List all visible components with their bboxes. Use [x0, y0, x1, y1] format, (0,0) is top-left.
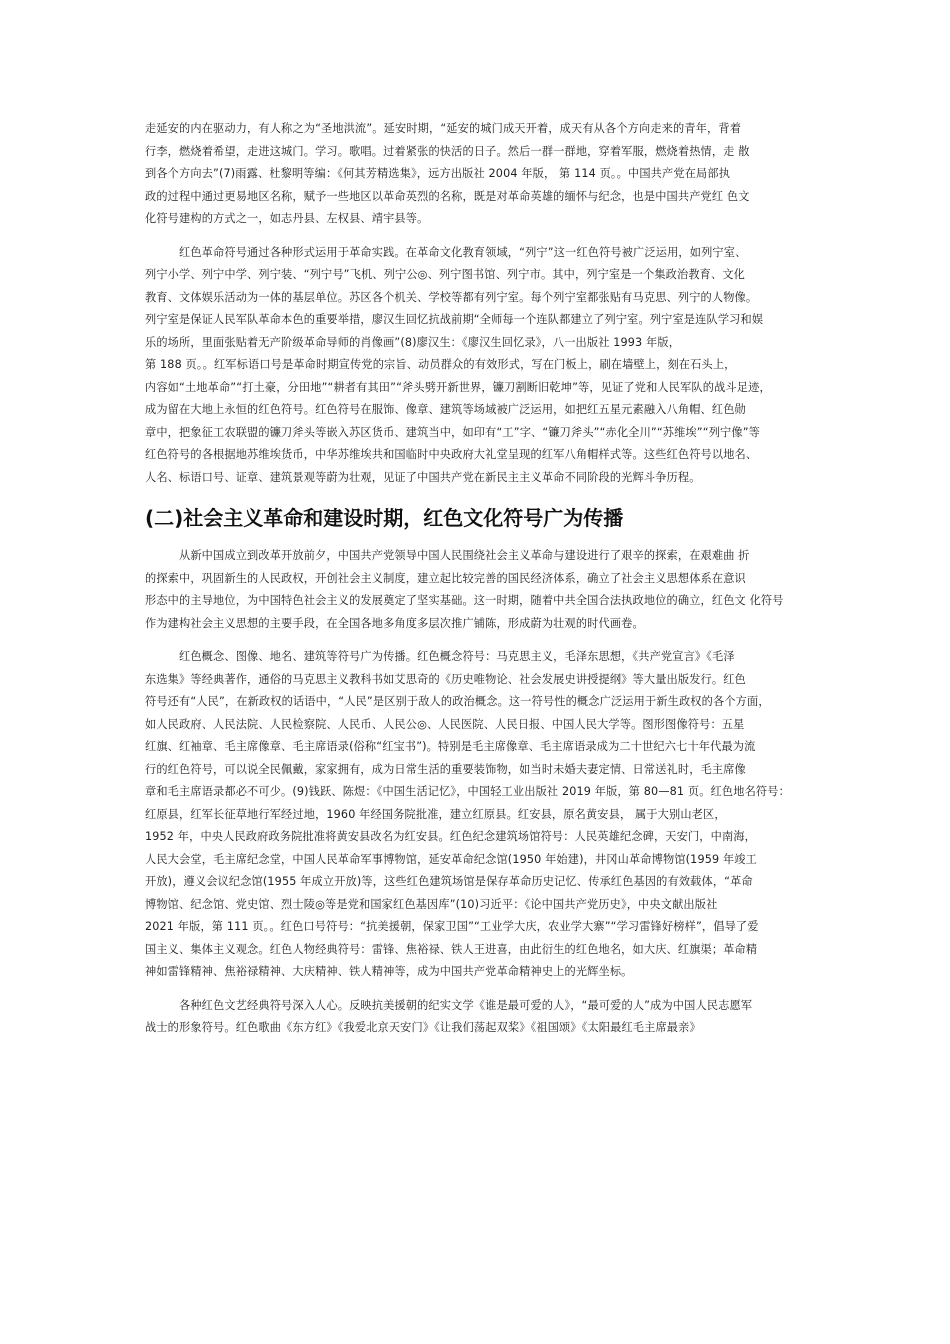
text-line: 成为留在大地上永恒的红色符号。红色符号在服饰、像章、建筑等场域被广泛运用，如把红五星元素融入八角帽、红色勋 [145, 403, 746, 416]
text-line: 2021 年版，第 111 页。。红色口号符号：“抗美援朝，保家卫国”“工业学大庆，农业学大寨”“学习雷锋好榜样”，倡导了爱 [145, 920, 759, 933]
text-line: 内容如“土地革命”“打土豪，分田地”“耕者有其田”“斧头劈开新世界，镰刀割断旧乾坤”等，见证了党和人民军队的战斗足迹， [145, 380, 771, 394]
paragraph-3 [145, 545, 805, 635]
paragraph-gap [145, 635, 805, 646]
text-line: 形态中的主导地位，为中国特色社会主义的发展奠定了坚实基础。这一时期，随着中共全国合法执政地位的确立，红色文 化符号 [145, 594, 784, 607]
text-line: 列宁小学、列宁中学、列宁装、“列宁号”飞机、列宁公◎、列宁图书馆、列宁市。其中，列宁室是一个集政治教育、文化 [145, 268, 746, 281]
text-line: 红色概念、图像、地名、建筑等符号广为传播。红色概念符号：马克思主义，毛泽东思想，《共产党宣言》《毛泽 [179, 650, 735, 663]
document-page [145, 118, 805, 1040]
paragraph-gap [145, 984, 805, 995]
text-line: 的探索中，巩固新生的人民政权，开创社会主义制度，建立起比较完善的国民经济体系，确立了社会主义思想体系在意识 [145, 571, 746, 585]
text-line: 红原县，红军长征草地行军经过地，1960 年经国务院批准，建立红原县。红安县，原名黄安县， 属于大别山老区， [145, 807, 726, 821]
text-line: 符号还有“人民”，在新政权的话语中，“人民”是区别于敌人的政治概念。这一符号性的概念广泛运用于新生政权的各个方面， [145, 695, 770, 708]
text-line: 化符号建构的方式之一，如志丹县、左权县、靖宇县等。 [145, 212, 429, 225]
section-heading: (二)社会主义革命和建设时期，红色文化符号广为传播 [145, 506, 624, 530]
text-line: 神如雷锋精神、焦裕禄精神、大庆精神、铁人精神等，成为中国共产党革命精神史上的光辉坐标。 [145, 965, 633, 978]
text-line: 1952 年，中央人民政府政务院批准将黄安县改名为红安县。红色纪念建筑场馆符号：人民英雄纪念碑，天安门，中南海， [145, 830, 756, 843]
text-line: 博物馆、纪念馆、党史馆、烈士陵◎等是党和国家红色基因库”(10)习近平：《论中国共产党历史》，中央文献出版社 [145, 897, 718, 911]
text-line: 开放)，遵义会议纪念馆(1955 年成立开放)等，这些红色建筑场馆是保存革命历史记忆、传承红色基因的有效载体，“革命 [145, 875, 753, 888]
text-line: 乐的场所，里面张贴着无产阶级革命导师的肖像画”(8)廖汉生：《廖汉生回忆录》，八一出版社 1993 年版， [145, 335, 681, 349]
text-line: 章中，把象征工农联盟的镰刀斧头等嵌入苏区货币、建筑当中，如印有“工”字、“镰刀斧头”“赤化全川”“苏维埃”“列宁像”等 [145, 425, 760, 439]
paragraph-2 [145, 242, 805, 490]
text-line: 战士的形象符号。红色歌曲《东方红》《我爱北京天安门》《让我们荡起双桨》《祖国颂》《太阳最红毛主席最亲》 [145, 1021, 701, 1034]
text-line: 章和毛主席语录都必不可少。(9)钱跃、陈煜：《中国生活记忆》，中国轻工业出版社 2019 年版，第 80—81 页。红色地名符号： [145, 785, 790, 798]
text-line: 红色符号的各根据地苏维埃货币，中华苏维埃共和国临时中央政府大礼堂呈现的红军八角帽样式等。这些红色符号以地名、 [145, 448, 758, 461]
text-line: 从新中国成立到改革开放前夕，中国共产党领导中国人民围绕社会主义革命与建设进行了艰辛的探索，在艰难曲 折 [179, 549, 750, 562]
text-line: 作为建构社会主义思想的主要手段，在全国各地多角度多层次推广铺陈，形成蔚为壮观的时代画卷。 [145, 616, 644, 630]
text-line: 各种红色文艺经典符号深入人心。反映抗美援朝的纪实文学《谁是最可爱的人》，“最可爱的人”成为中国人民志愿军 [179, 998, 753, 1012]
text-line: 教育、文体娱乐活动为一体的基层单位。苏区各个机关、学校等都有列宁室。每个列宁室都张贴有马克思、列宁的人物像。 [145, 290, 758, 304]
paragraph-4 [145, 646, 805, 984]
text-line: 行的红色符号，可以说全民佩戴，家家拥有，成为日常生活的重要装饰物，如当时未婚夫妻定情、日常送礼时，毛主席像 [145, 762, 746, 776]
paragraph-gap [145, 231, 805, 242]
heading-gap-top [145, 489, 805, 503]
text-line: 第 188 页。。红军标语口号是革命时期宣传党的宗旨、动员群众的有效形式，写在门板上，刷在墙壁上，刻在石头上， [145, 358, 736, 371]
text-line: 红旗、红袖章、毛主席像章、毛主席语录(俗称“红宝书”)。特别是毛主席像章、毛主席语录成为二十世纪六七十年代最为流 [145, 740, 756, 753]
text-line: 红色革命符号通过各种形式运用于革命实践。在革命文化教育领域，“列宁”这一红色符号被广泛运用，如列宁室、 [179, 245, 747, 259]
text-line: 政的过程中通过更易地区名称，赋予一些地区以革命英烈的名称，既是对革命英雄的缅怀与纪念，也是中国共产党红 色文 [145, 189, 750, 203]
text-line: 人名、标语口号、证章、建筑景观等蔚为壮观，见证了中国共产党在新民主主义革命不同阶段的光辉斗争历程。 [145, 470, 701, 484]
text-line: 走延安的内在驱动力，有人称之为“圣地洪流”。延安时期，“延安的城门成天开着，成天有从各个方向走来的青年，背着 [145, 122, 742, 135]
text-line: 国主义、集体主义观念。红色人物经典符号：雷锋、焦裕禄、铁人王进喜，由此衍生的红色地名，如大庆、红旗渠；革命精 [145, 942, 758, 956]
text-line: 行李，燃烧着希望，走进这城门。学习。歌唱。过着紧张的快活的日子。然后一群一群地，穿着军服，燃烧着热情，走 散 [145, 144, 750, 158]
text-line: 到各个方向去”(7)雨露、杜黎明等编：《何其芳精选集》，远方出版社 2004 年版， 第 114 页。。中国共产党在局部执 [145, 167, 731, 180]
text-line: 列宁室是保证人民军队革命本色的重要举措，廖汉生回忆抗战前期“全师每一个连队都建立了列宁室。列宁室是连队学习和娱 [145, 313, 764, 326]
text-line: 人民大会堂，毛主席纪念堂，中国人民革命军事博物馆，延安革命纪念馆(1950 年始建)，井冈山革命博物馆(1959 年竣工 [145, 852, 757, 866]
paragraph-1 [145, 118, 805, 231]
heading-gap-bottom [145, 533, 805, 545]
paragraph-5 [145, 995, 805, 1040]
text-line: 如人民政府、人民法院、人民检察院、人民币、人民公◎、人民医院、人民日报、中国人民大学等。图形图像符号：五星 [145, 717, 745, 731]
text-line: 东选集》等经典著作，通俗的马克思主义教科书如艾思奇的《历史唯物论、社会发展史讲授提纲》等大量出版发行。红色 [145, 672, 746, 686]
